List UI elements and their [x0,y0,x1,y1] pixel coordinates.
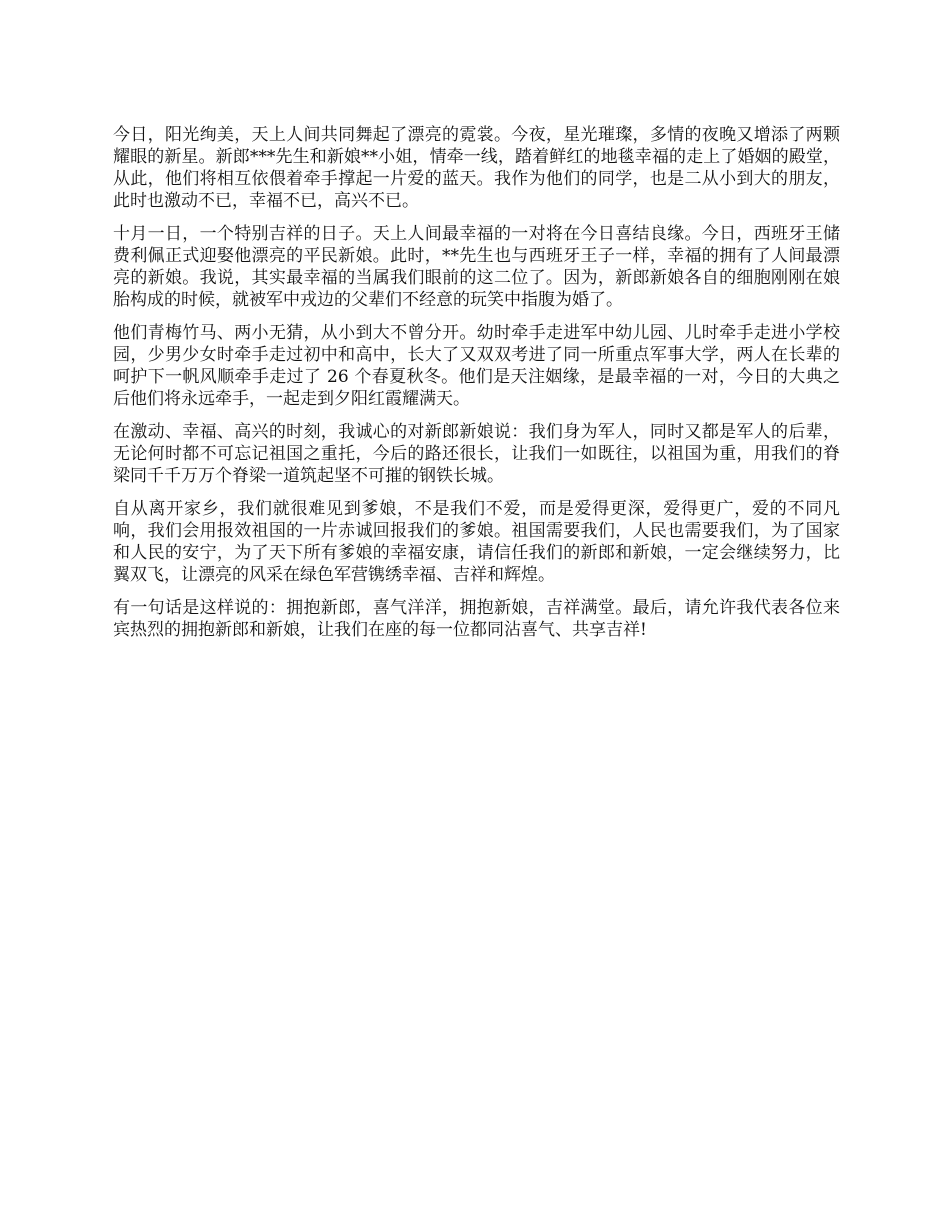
paragraph-3: 他们青梅竹马、两小无猜，从小到大不曾分开。幼时牵手走进军中幼儿园、儿时牵手走进小学校园，少男少女时牵手走过初中和高中，长大了又双双考进了同一所重点军事大学，两人在长辈的呵护下一帆风顺牵手走过了 26 个春夏秋冬。他们是天注姻缘，是最幸福的一对，今日的大典之后他们将永远牵手，一起走到夕阳红霞耀满天。 [113,323,840,409]
document-body [113,124,840,652]
paragraph-1: 今日，阳光绚美，天上人间共同舞起了漂亮的霓裳。今夜，星光璀璨，多情的夜晚又增添了两颗耀眼的新星。新郎***先生和新娘**小姐，情牵一线，踏着鲜红的地毯幸福的走上了婚姻的殿堂，从此，他们将相互依偎着牵手撑起一片爱的蓝天。我作为他们的同学，也是二从小到大的朋友，此时也激动不已，幸福不已，高兴不已。 [113,125,840,211]
paragraph-6: 有一句话是这样说的：拥抱新郎，喜气洋洋，拥抱新娘，吉祥满堂。最后，请允许我代表各位来宾热烈的拥抱新郎和新娘，让我们在座的每一位都同沾喜气、共享吉祥! [113,598,840,640]
paragraph-4: 在激动、幸福、高兴的时刻，我诚心的对新郎新娘说：我们身为军人，同时又都是军人的后辈，无论何时都不可忘记祖国之重托，今后的路还很长，让我们一如既往，以祖国为重，用我们的脊梁同千千万万个脊梁一道筑起坚不可摧的钢铁长城。 [113,422,840,486]
paragraph-2: 十月一日，一个特别吉祥的日子。天上人间最幸福的一对将在今日喜结良缘。今日，西班牙王储费利佩正式迎娶他漂亮的平民新娘。此时，**先生也与西班牙王子一样，幸福的拥有了人间最漂亮的新娘。我说，其实最幸福的当属我们眼前的这二位了。因为，新郎新娘各自的细胞刚刚在娘胎构成的时候，就被军中戎边的父辈们不经意的玩笑中指腹为婚了。 [113,224,840,310]
paragraph-5: 自从离开家乡，我们就很难见到爹娘，不是我们不爱，而是爱得更深，爱得更广，爱的不同凡响，我们会用报效祖国的一片赤诚回报我们的爹娘。祖国需要我们，人民也需要我们，为了国家和人民的安宁，为了天下所有爹娘的幸福安康，请信任我们的新郎和新娘，一定会继续努力，比翼双飞，让漂亮的风采在绿色军营镌绣幸福、吉祥和辉煌。 [113,499,840,585]
